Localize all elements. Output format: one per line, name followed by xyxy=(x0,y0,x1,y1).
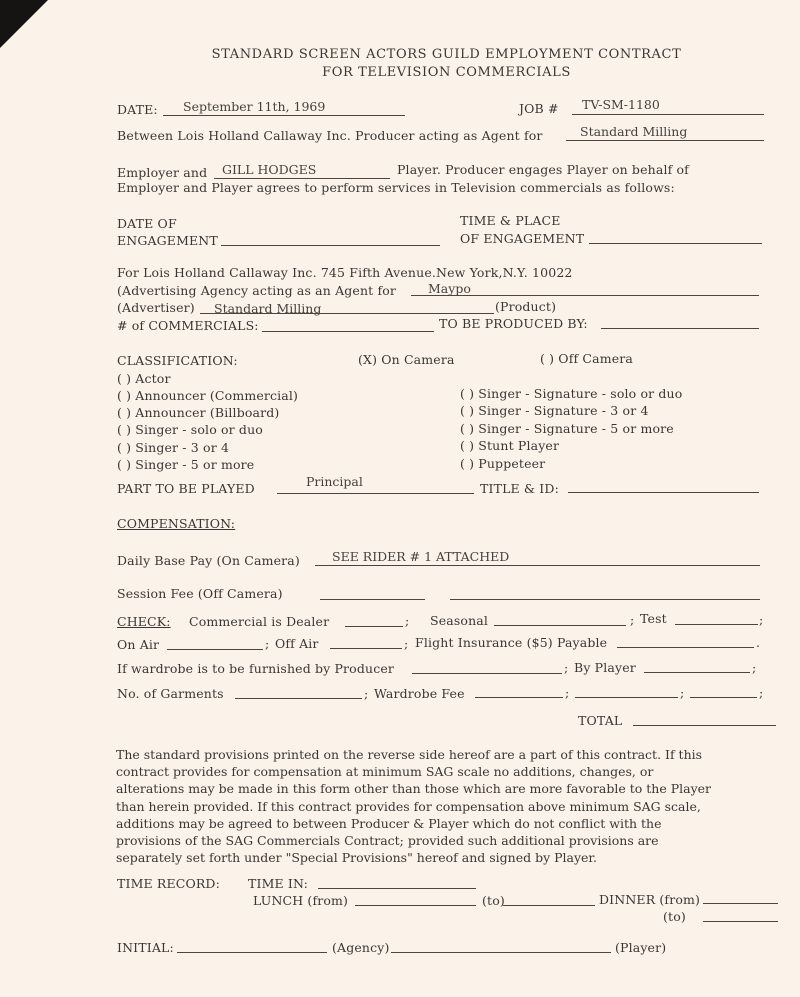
on-air-semicolon: ; xyxy=(265,636,270,651)
wardrobe-producer-semicolon: ; xyxy=(564,660,569,675)
classification-announcer-commercial: ( ) Announcer (Commercial) xyxy=(117,388,299,403)
classification-actor: ( ) Actor xyxy=(117,371,171,386)
contract-title-line2: FOR TELEVISION COMMERCIALS xyxy=(322,65,571,80)
employer-label: Employer and xyxy=(117,165,208,180)
player-signature-label: (Player) xyxy=(615,940,667,955)
time-place-label2: OF ENGAGEMENT xyxy=(460,231,585,246)
wardrobe-fee-label: Wardrobe Fee xyxy=(374,686,465,701)
flight-insurance-label: Flight Insurance ($5) Payable xyxy=(415,635,608,650)
classification-signature-5: ( ) Singer - Signature - 5 or more xyxy=(460,421,674,436)
total-label: TOTAL xyxy=(578,713,623,728)
part-line xyxy=(277,493,474,494)
agency-agent-value: Maypo xyxy=(428,281,471,296)
dinner-to-line xyxy=(703,921,778,922)
classification-announcer-billboard: ( ) Announcer (Billboard) xyxy=(117,405,280,420)
total-line xyxy=(633,725,776,726)
provisions-line: The standard provisions printed on the reverse side hereof are a part of this contract. If this xyxy=(116,747,703,762)
agent-for-line xyxy=(566,140,764,141)
session-fee-label: Session Fee (Off Camera) xyxy=(117,586,283,601)
part-label: PART TO BE PLAYED xyxy=(117,481,255,496)
lunch-from-label: LUNCH (from) xyxy=(253,893,349,908)
wardrobe-fee-line-3 xyxy=(690,697,757,698)
garments-semicolon: ; xyxy=(364,686,369,701)
employer-text1: Player. Producer engages Player on behalf of xyxy=(397,162,689,177)
part-value: Principal xyxy=(306,474,363,489)
test-line xyxy=(675,624,758,625)
job-line xyxy=(572,114,764,115)
session-fee-line-1 xyxy=(320,599,425,600)
date-of-engagement-label2: ENGAGEMENT xyxy=(117,233,218,248)
by-player-label: By Player xyxy=(574,660,636,675)
title-id-line xyxy=(568,492,759,493)
on-camera-option: (X) On Camera xyxy=(358,352,455,367)
wardrobe-fee-line-2 xyxy=(575,697,678,698)
job-label: JOB # xyxy=(519,101,559,116)
dealer-semicolon: ; xyxy=(405,613,410,628)
flight-insurance-period: . xyxy=(756,635,761,650)
wardrobe-fee-line-1 xyxy=(475,697,563,698)
time-in-label: TIME IN: xyxy=(248,876,309,891)
wardrobe-fee-semicolon-3: ; xyxy=(759,685,764,700)
wardrobe-producer-line xyxy=(412,673,562,674)
wardrobe-producer-label: If wardrobe is to be furnished by Producer xyxy=(117,661,395,676)
date-line xyxy=(163,115,405,116)
produced-by-line xyxy=(601,328,759,329)
compensation-heading: COMPENSATION: xyxy=(117,516,236,531)
time-place-line xyxy=(589,243,762,244)
date-label: DATE: xyxy=(117,102,158,117)
provisions-line: alterations may be made in this form other than those which are more favorable to the Player xyxy=(116,781,712,797)
between-text: Between Lois Holland Callaway Inc. Producer acting as Agent for xyxy=(117,128,543,143)
garments-line xyxy=(235,698,362,699)
provisions-line: separately set forth under "Special Provisions" hereof and signed by Player. xyxy=(116,850,598,866)
dinner-from-label: DINNER (from) xyxy=(599,892,701,907)
classification-signature-solo: ( ) Singer - Signature - solo or duo xyxy=(460,386,683,401)
job-value: TV-SM-1180 xyxy=(582,97,660,112)
daily-base-pay-line xyxy=(315,565,760,566)
by-player-line xyxy=(644,672,750,673)
initial-agency-line xyxy=(177,952,327,953)
employer-text2: Employer and Player agrees to perform services in Television commercials as follows: xyxy=(117,180,675,195)
dealer-line xyxy=(345,626,403,627)
date-of-engagement-line xyxy=(221,245,440,246)
classification-stunt-player: ( ) Stunt Player xyxy=(460,438,560,453)
product-label: (Product) xyxy=(495,299,557,314)
classification-singer-solo: ( ) Singer - solo or duo xyxy=(117,422,263,437)
garments-label: No. of Garments xyxy=(117,686,224,701)
lunch-to-line xyxy=(503,905,595,906)
on-air-line xyxy=(167,649,263,650)
advertiser-value: Standard Milling xyxy=(214,301,322,316)
agency-signature-label: (Agency) xyxy=(332,940,390,955)
provisions-line: provisions of the SAG Commercials Contract; provided such additional provisions are xyxy=(116,833,659,849)
player-name-value: GILL HODGES xyxy=(222,162,317,177)
off-camera-option: ( ) Off Camera xyxy=(540,351,633,366)
lunch-from-line xyxy=(355,905,476,906)
player-name-line xyxy=(214,178,390,179)
by-player-semicolon: ; xyxy=(752,660,757,675)
seasonal-line xyxy=(494,625,626,626)
date-value: September 11th, 1969 xyxy=(183,99,326,114)
produced-by-label: TO BE PRODUCED BY: xyxy=(439,316,588,331)
test-label: Test xyxy=(640,611,667,626)
classification-label: CLASSIFICATION: xyxy=(117,353,238,368)
title-id-label: TITLE & ID: xyxy=(480,481,559,496)
classification-puppeteer: ( ) Puppeteer xyxy=(460,456,546,471)
contract-title-line1: STANDARD SCREEN ACTORS GUILD EMPLOYMENT CONTRACT xyxy=(211,47,682,62)
provisions-line: than herein provided. If this contract provides for compensation above minimum SAG scale, xyxy=(116,798,701,814)
classification-singer-3-4: ( ) Singer - 3 or 4 xyxy=(117,440,230,455)
off-air-line xyxy=(330,648,402,649)
dealer-label: Commercial is Dealer xyxy=(189,614,330,629)
initial-label: INITIAL: xyxy=(117,940,174,955)
daily-base-pay-label: Daily Base Pay (On Camera) xyxy=(117,553,300,568)
standard-provisions-paragraph xyxy=(116,746,776,866)
agency-address-text: For Lois Holland Callaway Inc. 745 Fifth Avenue.New York,N.Y. 10022 xyxy=(117,265,573,280)
time-record-label: TIME RECORD: xyxy=(117,876,220,891)
classification-singer-5: ( ) Singer - 5 or more xyxy=(117,457,255,472)
classification-signature-3-4: ( ) Singer - Signature - 3 or 4 xyxy=(460,403,649,418)
dinner-to-label: (to) xyxy=(663,909,686,924)
time-in-line xyxy=(318,888,476,889)
off-air-label: Off Air xyxy=(275,636,319,651)
seasonal-semicolon: ; xyxy=(630,612,635,627)
wardrobe-fee-semicolon-1: ; xyxy=(565,685,570,700)
agent-for-value: Standard Milling xyxy=(580,124,688,139)
on-air-label: On Air xyxy=(117,637,160,652)
commercials-count-line xyxy=(262,331,434,332)
time-place-label1: TIME & PLACE xyxy=(460,213,561,228)
lunch-to-label: (to) xyxy=(482,893,505,908)
session-fee-line-2 xyxy=(450,599,760,600)
provisions-line: additions may be agreed to between Producer & Player which do not conflict with the xyxy=(116,815,662,831)
agency-agent-line xyxy=(411,295,759,296)
initial-player-line xyxy=(391,952,611,953)
dinner-from-line xyxy=(703,903,778,904)
flight-insurance-line xyxy=(617,647,754,648)
advertiser-line xyxy=(200,313,494,314)
date-of-engagement-label1: DATE OF xyxy=(117,216,177,231)
test-semicolon: ; xyxy=(759,612,764,627)
wardrobe-fee-semicolon-2: ; xyxy=(680,685,685,700)
advertiser-label: (Advertiser) xyxy=(117,300,195,315)
agency-agent-label: (Advertising Agency acting as an Agent for xyxy=(117,283,397,298)
provisions-line: contract provides for compensation at minimum SAG scale no additions, changes, or xyxy=(116,764,654,780)
seasonal-label: Seasonal xyxy=(430,613,489,628)
commercials-count-label: # of COMMERCIALS: xyxy=(117,318,259,333)
scan-corner-shadow xyxy=(0,0,48,48)
check-label: CHECK: xyxy=(117,614,171,629)
off-air-semicolon: ; xyxy=(404,636,409,651)
daily-base-pay-value: SEE RIDER # 1 ATTACHED xyxy=(332,549,510,564)
